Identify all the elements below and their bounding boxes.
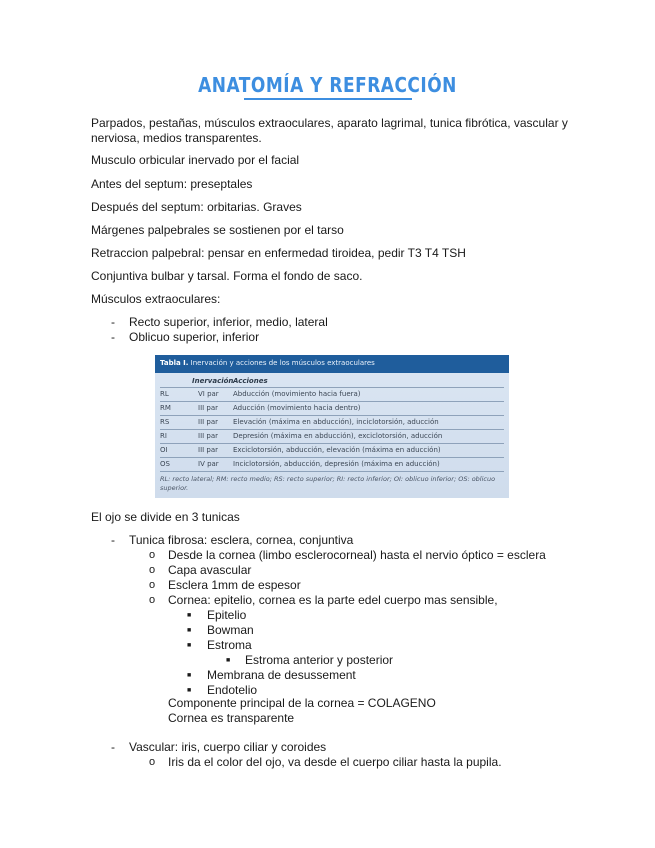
table-caption-text: Inervación y acciones de los músculos extraoculares <box>190 359 375 367</box>
circle-bullet: o <box>149 756 156 768</box>
list-item-vascular: Vascular: iris, cuerpo ciliar y coroides <box>129 740 327 754</box>
circle-bullet: o <box>149 564 156 576</box>
table-header-bar <box>155 355 509 373</box>
table-caption <box>160 359 375 367</box>
square-bullet: ■ <box>226 657 231 664</box>
table-rule <box>160 471 504 472</box>
table-cell-action: Depresión (máxima en abducción), exciclotorsión, aducción <box>233 432 443 440</box>
list-item: Estroma anterior y posterior <box>245 653 394 667</box>
table-cell-action: Abducción (movimiento hacia fuera) <box>233 390 361 398</box>
square-bullet: ■ <box>187 687 192 694</box>
cornea-note: Cornea es transparente <box>168 711 295 725</box>
cornea-note: Componente principal de la cornea = COLAGENO <box>168 696 436 710</box>
list-item: Oblicuo superior, inferior <box>129 330 260 344</box>
list-item: Esclera 1mm de espesor <box>168 578 301 592</box>
table-cell-nerve: III par <box>198 418 219 426</box>
paragraph-tunicas: El ojo se divide en 3 tunicas <box>91 510 240 524</box>
table-cell-muscle: RS <box>160 418 170 426</box>
paragraph-orbitarias: Después del septum: orbitarias. Graves <box>91 200 302 214</box>
dash-bullet: - <box>111 330 115 344</box>
muscle-table-image <box>155 355 509 498</box>
square-bullet: ■ <box>187 627 192 634</box>
square-bullet: ■ <box>187 642 192 649</box>
table-cell-muscle: OS <box>160 460 170 468</box>
table-cell-nerve: IV par <box>198 460 219 468</box>
paragraph-retraccion: Retraccion palpebral: pensar en enfermedad tiroidea, pedir T3 T4 TSH <box>91 246 466 260</box>
intro-paragraph: Parpados, pestañas, músculos extraoculares, aparato lagrimal, tunica fibrótica, vascular y nerviosa, medios transparentes. <box>91 116 568 145</box>
square-bullet: ■ <box>187 612 192 619</box>
table-rule <box>160 415 504 416</box>
dash-bullet: - <box>111 740 115 754</box>
table-rule <box>160 443 504 444</box>
list-item: Membrana de desussement <box>207 668 356 682</box>
table-cell-muscle: RI <box>160 432 167 440</box>
page-title: ANATOMÍA Y REFRACCIÓN <box>198 74 457 98</box>
table-cell-action: Elevación (máxima en abducción), inciclotorsión, aducción <box>233 418 439 426</box>
list-item: Estroma <box>207 638 252 652</box>
table-cell-muscle: RM <box>160 404 171 412</box>
table-cell-action: Exciclotorsión, abducción, elevación (máxima en aducción) <box>233 446 441 454</box>
table-cell-action: Inciclotorsión, abducción, depresión (máxima en aducción) <box>233 460 440 468</box>
table-rule <box>160 401 504 402</box>
square-bullet: ■ <box>187 672 192 679</box>
list-item: Bowman <box>207 623 254 637</box>
table-cell-muscle: OI <box>160 446 168 454</box>
paragraph-margenes: Márgenes palpebrales se sostienen por el tarso <box>91 223 344 237</box>
list-item: Capa avascular <box>168 563 252 577</box>
table-rule <box>160 457 504 458</box>
list-item: Epitelio <box>207 608 247 622</box>
list-item: Recto superior, inferior, medio, lateral <box>129 315 328 329</box>
title-underline <box>244 98 412 100</box>
circle-bullet: o <box>149 549 156 561</box>
paragraph-orbicular: Musculo orbicular inervado por el facial <box>91 153 300 167</box>
list-item: Cornea: epitelio, cornea es la parte edel cuerpo mas sensible, <box>168 593 498 607</box>
list-item: Desde la cornea (limbo esclerocorneal) hasta el nervio óptico = esclera <box>168 548 546 562</box>
table-rule <box>160 429 504 430</box>
table-cell-nerve: III par <box>198 404 219 412</box>
table-cell-action: Aducción (movimiento hacia dentro) <box>233 404 361 412</box>
table-footnote: RL: recto lateral; RM: recto medio; RS: recto superior; RI: recto inferior; OI: oblicuo inferior; OS: oblicuo superior. <box>160 475 496 492</box>
circle-bullet: o <box>149 594 156 606</box>
table-cell-nerve: VI par <box>198 390 219 398</box>
table-cell-nerve: III par <box>198 432 219 440</box>
column-header-acciones: Acciones <box>233 377 268 385</box>
list-item-fibrosa: Tunica fibrosa: esclera, cornea, conjuntiva <box>129 533 354 547</box>
table-rule <box>160 387 504 388</box>
list-item: Iris da el color del ojo, va desde el cuerpo ciliar hasta la pupila. <box>168 755 502 769</box>
list-item: Endotelio <box>207 683 258 697</box>
paragraph-musculos: Músculos extraoculares: <box>91 292 221 306</box>
paragraph-conjuntiva: Conjuntiva bulbar y tarsal. Forma el fondo de saco. <box>91 269 363 283</box>
dash-bullet: - <box>111 315 115 329</box>
table-label: Tabla I. <box>160 359 189 367</box>
column-header-inervacion: Inervación <box>192 377 234 385</box>
table-cell-nerve: III par <box>198 446 219 454</box>
circle-bullet: o <box>149 579 156 591</box>
paragraph-preseptales: Antes del septum: preseptales <box>91 177 253 191</box>
dash-bullet: - <box>111 533 115 547</box>
table-cell-muscle: RL <box>160 390 169 398</box>
